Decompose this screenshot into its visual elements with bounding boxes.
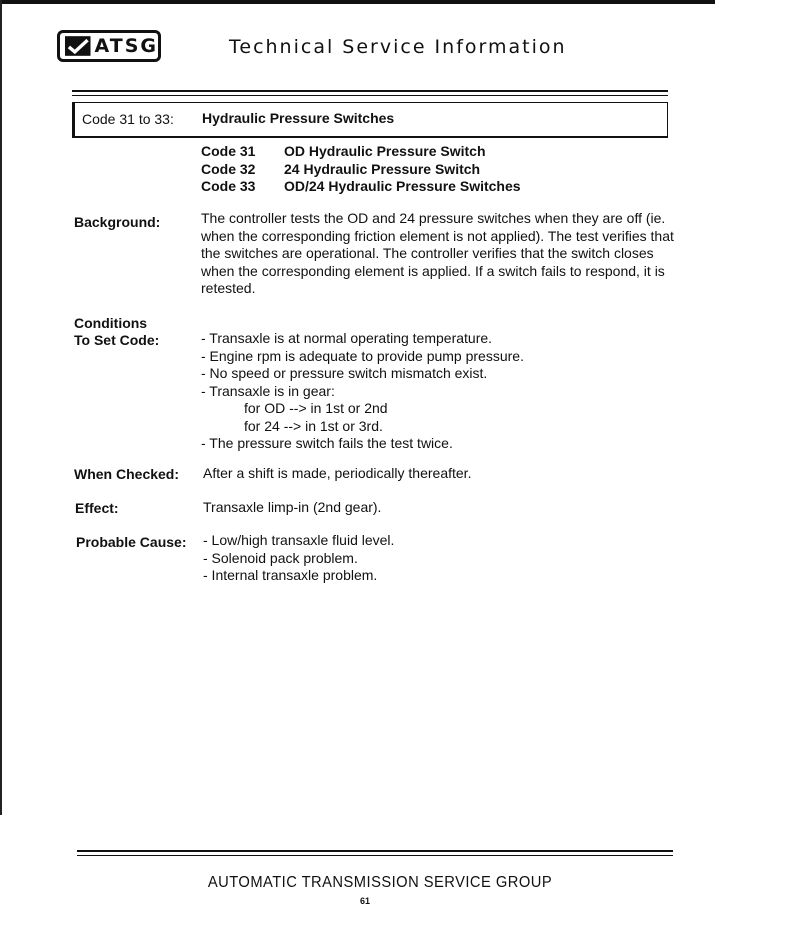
atsg-logo bbox=[57, 30, 161, 62]
logo-text: ATSG bbox=[94, 34, 158, 57]
probable-cause-label: Probable Cause: bbox=[76, 534, 187, 550]
conditions-label: Conditions To Set Code: bbox=[74, 315, 160, 348]
footer-title: AUTOMATIC TRANSMISSION SERVICE GROUP bbox=[207, 874, 553, 891]
code-description: OD/24 Hydraulic Pressure Switches bbox=[284, 178, 521, 194]
page-left-border bbox=[0, 0, 2, 815]
code-row bbox=[201, 161, 521, 179]
code-title-box bbox=[72, 102, 668, 138]
code-row bbox=[201, 178, 521, 196]
effect-text: Transaxle limp-in (2nd gear). bbox=[203, 499, 382, 515]
code-number: Code 32 bbox=[201, 160, 256, 177]
code-description: 24 Hydraulic Pressure Switch bbox=[284, 160, 481, 177]
code-description: OD Hydraulic Pressure Switch bbox=[284, 143, 486, 159]
header-divider bbox=[72, 90, 668, 96]
code-number: Code 33 bbox=[201, 178, 256, 194]
page-top-border bbox=[0, 0, 715, 4]
background-text: The controller tests the OD and 24 pressure switches when they are off (ie. when the corresponding friction element is not applied). The test verifies that the switches are operational. The controller verifies that the switch closes when the corresponding element is applied. If a switch fails to respond, it is retested. bbox=[201, 210, 674, 296]
code-row bbox=[201, 143, 521, 161]
code-number: Code 31 bbox=[201, 143, 256, 159]
when-checked-label: When Checked: bbox=[74, 466, 180, 482]
code-list bbox=[201, 143, 521, 196]
page-number: 61 bbox=[359, 896, 370, 906]
header-title: Technical Service Information bbox=[229, 36, 567, 58]
footer-divider bbox=[77, 850, 673, 856]
probable-cause-text: - Low/high transaxle fluid level. - Solenoid pack problem. - Internal transaxle problem. bbox=[203, 532, 395, 583]
conditions-text: - Transaxle is at normal operating temperature. - Engine rpm is adequate to provide pump pressure. - No speed or pressure switch mismatch exist. - Transaxle is in gear: for OD --> in 1st or 2nd for 24 --> in 1st or 3rd. - The pressure switch fails the test twice. bbox=[201, 330, 524, 451]
checkmark-icon bbox=[65, 36, 91, 56]
effect-label: Effect: bbox=[75, 500, 119, 516]
background-label: Background: bbox=[74, 214, 161, 230]
when-checked-text: After a shift is made, periodically thereafter. bbox=[203, 465, 472, 481]
code-section-title: Hydraulic Pressure Switches bbox=[202, 110, 395, 126]
code-range-label: Code 31 to 33: bbox=[82, 111, 174, 127]
